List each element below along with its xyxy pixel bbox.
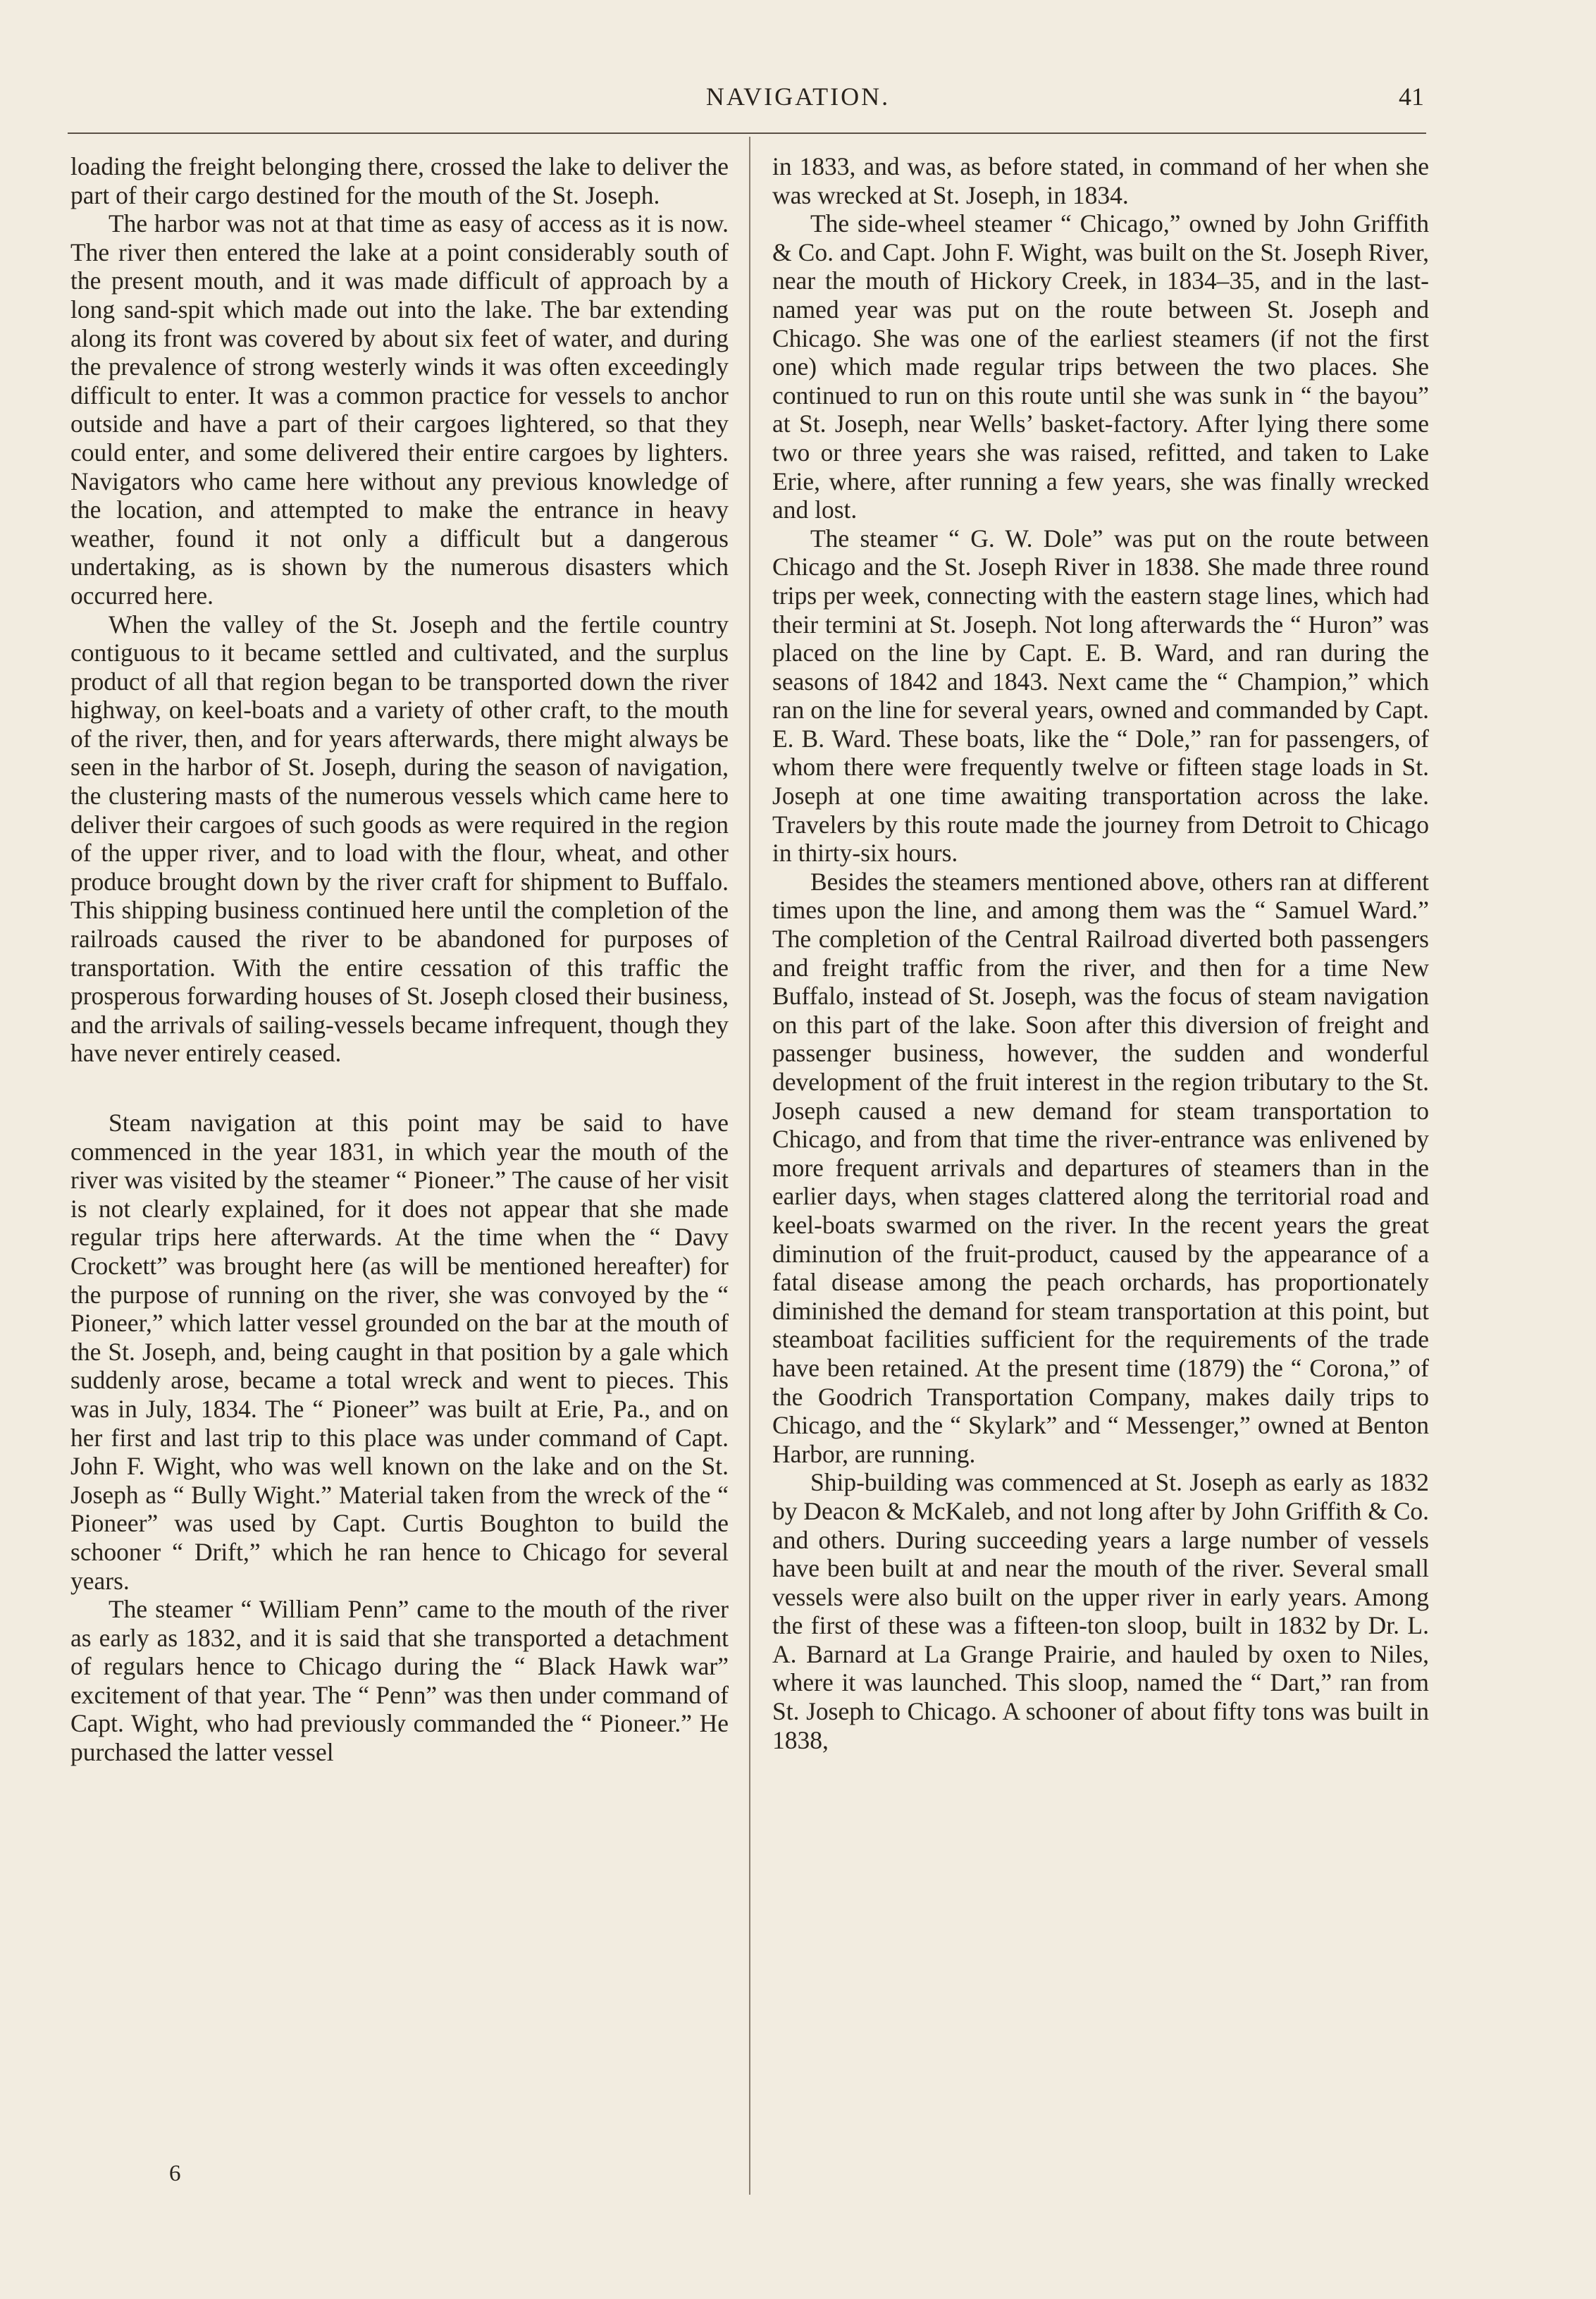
- paragraph: in 1833, and was, as before stated, in command of her when she was wrecked at St. Joseph, in 1834.: [772, 152, 1429, 209]
- right-column: [772, 152, 1429, 1754]
- paragraph: The steamer “ William Penn” came to the mouth of the river as early as 1832, and it is said that she transported a detachment of regulars hence to Chicago during the “ Black Hawk war” excitement of that year. The “ Penn” was then under command of Capt. Wight, who had previously commanded the “ Pioneer.” He purchased the latter vessel: [70, 1595, 729, 1767]
- paragraph: Steam navigation at this point may be said to have commenced in the year 1831, in which year the mouth of the river was visited by the steamer “ Pioneer.” The cause of her visit is not clearly explained, for it does not appear that she made regular trips here afterwards. At the time when the “ Davy Crockett” was brought here (as will be mentioned hereafter) for the purpose of running on the river, she was convoyed by the “ Pioneer,” which latter vessel grounded on the bar at the mouth of the St. Joseph, and, being caught in that position by a gale which suddenly arose, became a total wreck and went to pieces. This was in July, 1834. The “ Pioneer” was built at Erie, Pa., and on her first and last trip to this place was under command of Capt. John F. Wight, who was well known on the lake and on the St. Joseph as “ Bully Wight.” Material taken from the wreck of the “ Pioneer” was used by Capt. Curtis Boughton to build the schooner “ Drift,” which he ran hence to Chicago for several years.: [70, 1109, 729, 1595]
- header-rule: [68, 132, 1426, 134]
- signature-mark: 6: [169, 2161, 181, 2186]
- paragraph: When the valley of the St. Joseph and the fertile country contiguous to it became settled and cultivated, and the surplus product of all that region began to be transported down the river highway, on keel-boats and a variety of other craft, to the mouth of the river, then, and for years afterwards, there might always be seen in the harbor of St. Joseph, during the season of navigation, the clustering masts of the numerous vessels which came here to deliver their cargoes of such goods as were required in the region of the upper river, and to load with the flour, wheat, and other produce brought down by the river craft for shipment to Buffalo. This shipping business continued here until the completion of the railroads caused the river to be abandoned for purposes of transportation. With the entire cessation of this traffic the prosperous forwarding houses of St. Joseph closed their business, and the arrivals of sailing-vessels became infrequent, though they have never entirely ceased.: [70, 610, 729, 1068]
- left-column: [70, 152, 729, 1767]
- paragraph: loading the freight belonging there, crossed the lake to deliver the part of their cargo destined for the mouth of the St. Joseph.: [70, 152, 729, 209]
- column-divider: [749, 137, 750, 2195]
- running-head: NAVIGATION.: [705, 82, 891, 111]
- paragraph: The steamer “ G. W. Dole” was put on the route between Chicago and the St. Joseph River in 1838. She made three round trips per week, connecting with the eastern stage lines, which had their termini at St. Joseph. Not long afterwards the “ Huron” was placed on the line by Capt. E. B. Ward, and ran during the seasons of 1842 and 1843. Next came the “ Champion,” which ran on the line for several years, owned and commanded by Capt. E. B. Ward. These boats, like the “ Dole,” ran for passengers, of whom there were frequently twelve or fifteen stage loads in St. Joseph at one time awaiting transportation across the lake. Travelers by this route made the journey from Detroit to Chicago in thirty-six hours.: [772, 524, 1429, 868]
- paragraph: The harbor was not at that time as easy of access as it is now. The river then entered the lake at a point considerably south of the present mouth, and it was made difficult of approach by a long sand-spit which made out into the lake. The bar extending along its front was covered by about six feet of water, and during the prevalence of strong westerly winds it was often exceedingly difficult to enter. It was a common practice for vessels to anchor outside and have a part of their cargoes lightered, so that they could enter, and some delivered their entire cargoes by lighters. Navigators who came here without any previous knowledge of the location, and attempted to make the entrance in heavy weather, found it not only a difficult but a dangerous undertaking, as is shown by the numerous disasters which occurred here.: [70, 209, 729, 610]
- paragraph: Ship-building was commenced at St. Joseph as early as 1832 by Deacon & McKaleb, and not long after by John Griffith & Co. and others. During succeeding years a large number of vessels have been built at and near the mouth of the river. Several small vessels were also built on the upper river in early years. Among the first of these was a fifteen-ton sloop, built in 1832 by Dr. L. A. Barnard at La Grange Prairie, and hauled by oxen to Niles, where it was launched. This sloop, named the “ Dart,” ran from St. Joseph to Chicago. A schooner of about fifty tons was built in 1838,: [772, 1468, 1430, 1754]
- paragraph: The side-wheel steamer “ Chicago,” owned by John Griffith & Co. and Capt. John F. Wight, was built on the St. Joseph River, near the mouth of Hickory Creek, in 1834–35, and in the last-named year was put on the route between St. Joseph and Chicago. She was one of the earliest steamers (if not the first one) which made regular trips between the two places. She continued to run on this route until she was sunk in “ the bayou” at St. Joseph, near Wells’ basket-factory. After lying there some two or three years she was raised, refitted, and taken to Lake Erie, where, after running a few years, she was finally wrecked and lost.: [772, 209, 1429, 524]
- page-number: 41: [1399, 82, 1424, 111]
- paragraph: Besides the steamers mentioned above, others ran at different times upon the line, and among them was the “ Samuel Ward.” The completion of the Central Railroad diverted both passengers and freight traffic from the river, and then for a time New Buffalo, instead of St. Joseph, was the focus of steam navigation on this part of the lake. Soon after this diversion of freight and passenger business, however, the sudden and wonderful development of the fruit interest in the region tributary to the St. Joseph caused a new demand for steam transportation to Chicago, and from that time the river-entrance was enlivened by more frequent arrivals and departures of steamers than in the earlier days, when stages clattered along the territorial road and keel-boats swarmed on the river. In the recent years the great diminution of the fruit-product, caused by the appearance of a fatal disease among the peach orchards, has proportionately diminished the demand for steam transportation at this point, but steamboat facilities sufficient for the requirements of the trade have been retained. At the present time (1879) the “ Corona,” of the Goodrich Transportation Company, makes daily trips to Chicago, and the “ Skylark” and “ Messenger,” owned at Benton Harbor, are running.: [772, 867, 1429, 1468]
